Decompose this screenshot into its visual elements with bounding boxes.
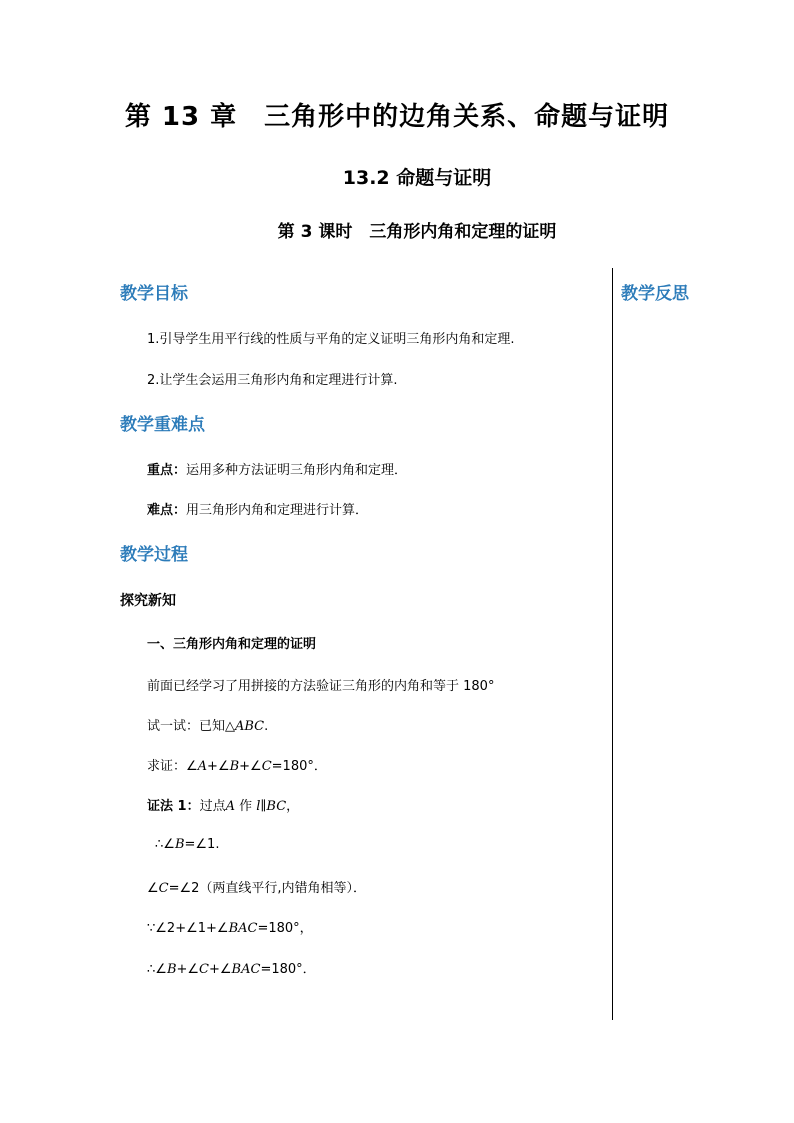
method1-end: ， xyxy=(286,799,300,814)
step-3 xyxy=(147,917,313,936)
method1-line xyxy=(147,795,299,814)
focus-label: 重点： xyxy=(147,463,187,478)
process-subheading: 探究新知 xyxy=(120,593,176,609)
focus-text: 运用多种方法证明三角形内角和定理． xyxy=(186,463,408,478)
prove-math-c: C xyxy=(261,759,272,774)
reflection-heading: 教学反思 xyxy=(621,284,689,304)
difficulty-point xyxy=(147,499,368,518)
lesson-title: 第 3 课时 三角形内角和定理的证明 xyxy=(277,222,557,242)
step-4 xyxy=(147,958,316,977)
try-math: ABC xyxy=(235,719,265,734)
method1-point: A xyxy=(225,799,235,814)
chapter-title: 第 13 章 三角形中的边角关系、命题与证明 xyxy=(124,102,670,132)
step4-math-b: B xyxy=(166,962,177,977)
prove-label: 求证：∠ xyxy=(147,759,198,774)
method1-text: 过点 xyxy=(199,799,226,814)
focus-point xyxy=(147,459,407,478)
difficulty-label: 难点： xyxy=(147,503,187,518)
step4-pre: ∴∠ xyxy=(147,962,167,977)
step4-mid-1: +∠ xyxy=(176,962,200,977)
objective-item-1: 1.引导学生用平行线的性质与平角的定义证明三角形内角和定理. xyxy=(147,332,515,347)
step3-math: BAC xyxy=(228,921,258,936)
prove-plus-1: +∠ xyxy=(207,759,230,774)
prove-line xyxy=(147,755,327,774)
prove-plus-2: +∠ xyxy=(239,759,262,774)
method1-label: 证法 1： xyxy=(147,799,200,814)
prove-end: =180°． xyxy=(271,759,327,774)
step2-pre: ∠ xyxy=(147,881,159,896)
step2-math: C xyxy=(158,881,169,896)
step2-end: =∠2（两直线平行,内错角相等）． xyxy=(168,881,367,896)
section-title: 13.2 命题与证明 xyxy=(342,167,492,189)
column-divider xyxy=(612,268,613,1020)
step1-math: B xyxy=(174,837,185,852)
difficulty-text: 用三角形内角和定理进行计算． xyxy=(186,503,369,518)
prove-math-b: B xyxy=(229,759,240,774)
try-label: 试一试：已知△ xyxy=(147,719,235,734)
step4-mid-2: +∠ xyxy=(209,962,232,977)
part1-title: 一、三角形内角和定理的证明 xyxy=(147,637,317,652)
step-2 xyxy=(147,877,366,896)
step4-end: =180°． xyxy=(260,962,316,977)
step1-end: =∠1. xyxy=(184,837,220,852)
process-heading: 教学过程 xyxy=(120,545,188,565)
try-end: . xyxy=(264,719,269,734)
step-1 xyxy=(155,837,219,852)
step3-end: =180°， xyxy=(257,921,313,936)
objective-item-2: 2.让学生会运用三角形内角和定理进行计算. xyxy=(147,373,398,388)
try-line xyxy=(147,715,268,734)
method1-line-math: l∥BC xyxy=(256,799,287,814)
step1-pre: ∴∠ xyxy=(155,837,175,852)
objectives-heading: 教学目标 xyxy=(120,284,188,304)
key-points-heading: 教学重难点 xyxy=(120,415,205,435)
step4-math-c: C xyxy=(199,962,209,977)
method1-mid: 作 xyxy=(234,799,257,814)
step4-math-bac: BAC xyxy=(231,962,261,977)
step3-pre: ∵∠2+∠1+∠ xyxy=(147,921,229,936)
intro-text: 前面已经学习了用拼接的方法验证三角形的内角和等于 180° xyxy=(147,679,495,694)
prove-math-a: A xyxy=(197,759,208,774)
